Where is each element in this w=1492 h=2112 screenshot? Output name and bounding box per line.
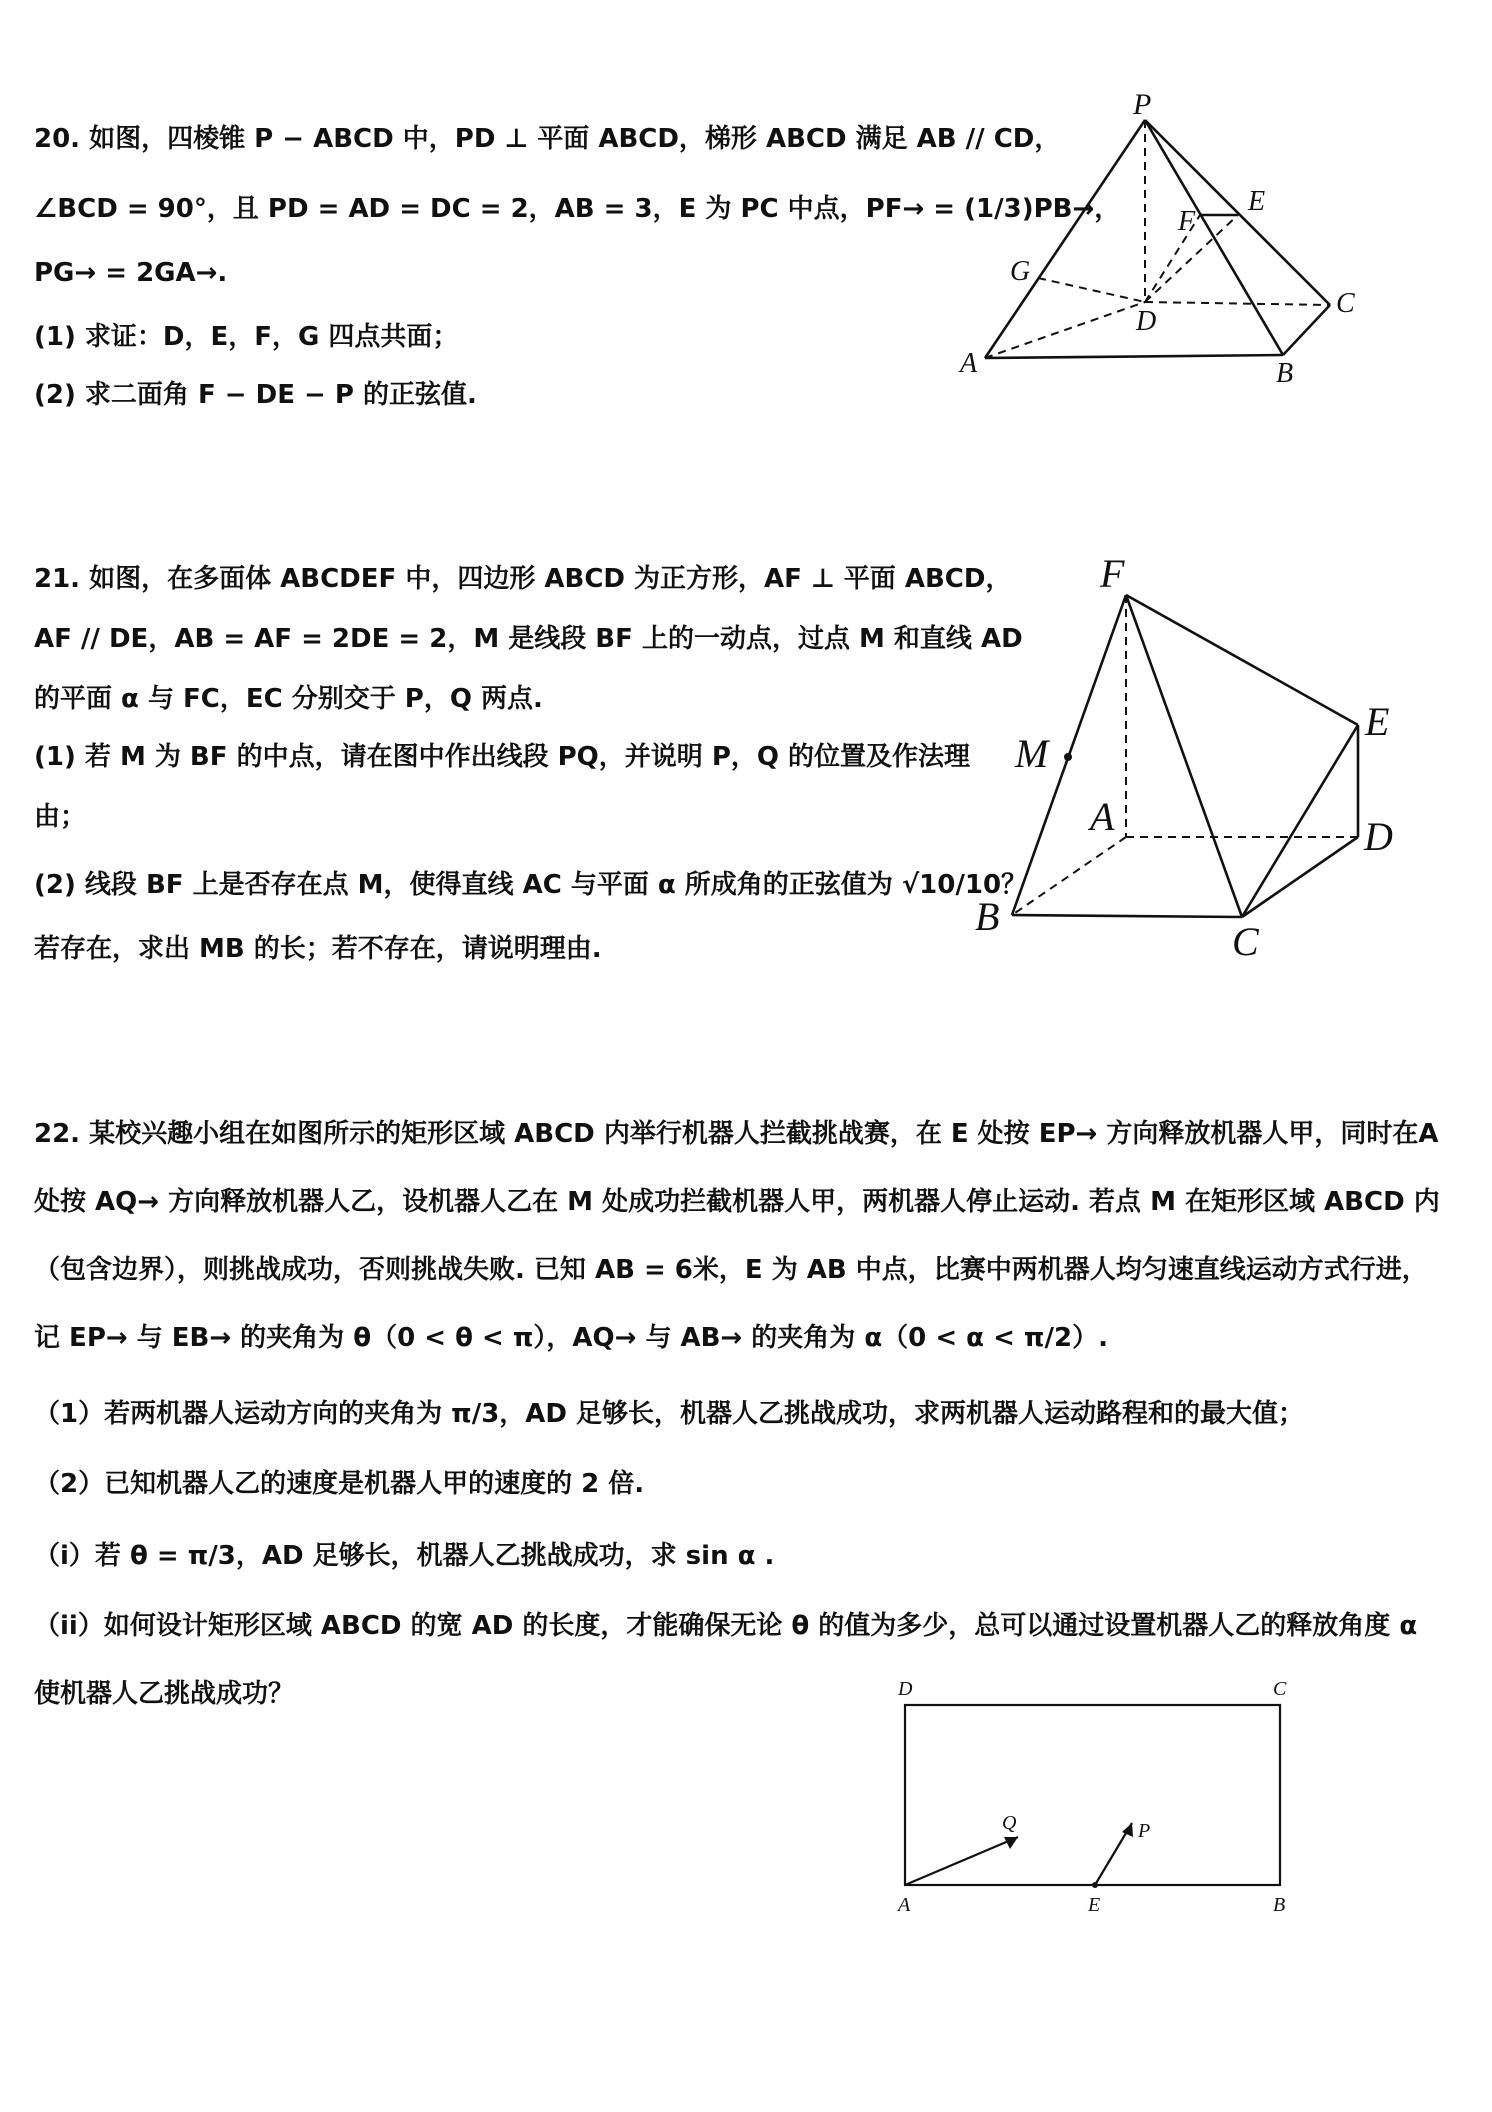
edge-FC (1126, 595, 1242, 917)
q21-line-6: (2) 线段 BF 上是否存在点 M，使得直线 AC 与平面 α 所成角的正弦值为 √10/10？ (34, 870, 1028, 900)
q21-line-7: 若存在，求出 MB 的长；若不存在，请说明理由. (34, 934, 602, 964)
label-G: G (1010, 256, 1031, 287)
q21-line-5: 由； (34, 802, 87, 832)
edge-PA (985, 120, 1145, 358)
edge-CD (1242, 837, 1358, 917)
label-D: D (898, 1678, 913, 1700)
q20-pyramid-figure (950, 90, 1370, 390)
label-F: F (1100, 551, 1125, 596)
edge-BC (1012, 915, 1242, 917)
q22-line-8: （ii）如何设计矩形区域 ABCD 的宽 AD 的长度，才能确保无论 θ 的值为多少，总可以通过设置机器人乙的释放角度 α (34, 1611, 1418, 1641)
label-P: P (1138, 1820, 1151, 1842)
arrow-AQ (905, 1837, 1018, 1885)
edge-CE (1242, 725, 1358, 917)
label-D: D (1364, 814, 1393, 859)
point-M (1064, 753, 1072, 761)
edge-GD (1038, 278, 1145, 302)
label-P: P (1133, 88, 1152, 121)
question-20 (34, 118, 1121, 418)
edge-AB (985, 355, 1283, 358)
label-E: E (1248, 186, 1266, 217)
q20-line-4: (1) 求证：D，E，F，G 四点共面； (34, 322, 459, 352)
label-A: A (1090, 794, 1115, 839)
q22-line-9: 使机器人乙挑战成功？ (34, 1679, 295, 1709)
q22-line-3: （包含边界），则挑战成功，否则挑战失败. 已知 AB = 6米，E 为 AB 中点，比赛中两机器人均匀速直线运动方式行进， (34, 1255, 1428, 1285)
edge-DC (1145, 302, 1330, 305)
q22-line-6: （2）已知机器人乙的速度是机器人甲的速度的 2 倍. (34, 1469, 645, 1499)
rect-ABCD (905, 1705, 1280, 1885)
label-B: B (1273, 1894, 1286, 1916)
q20-line-1: 20. 如图，四棱锥 P − ABCD 中，PD ⊥ 平面 ABCD，梯形 ABCD 满足 AB // CD， (34, 124, 1061, 154)
label-B: B (975, 894, 1000, 939)
label-C: C (1336, 288, 1355, 319)
edge-FE (1126, 595, 1358, 725)
label-F: F (1178, 206, 1196, 237)
edge-AB (1012, 837, 1126, 915)
edge-BC (1283, 305, 1330, 355)
label-D: D (1136, 306, 1157, 337)
label-E: E (1365, 699, 1390, 744)
label-C: C (1232, 919, 1259, 964)
label-B: B (1276, 358, 1294, 389)
question-22 (34, 1113, 1464, 1709)
q21-line-4: (1) 若 M 为 BF 的中点，请在图中作出线段 PQ，并说明 P，Q 的位置及作法理 (34, 742, 971, 772)
label-M: M (1015, 731, 1049, 776)
q20-line-3: PG→ = 2GA→. (34, 258, 228, 288)
q22-line-5: （1）若两机器人运动方向的夹角为 π/3，AD 足够长，机器人乙挑战成功，求两机器人运动路程和的最大值； (34, 1399, 1305, 1429)
q21-line-2: AF // DE，AB = AF = 2DE = 2，M 是线段 BF 上的一动点，过点 M 和直线 AD (34, 624, 1023, 654)
q22-line-4: 记 EP→ 与 EB→ 的夹角为 θ（0 < θ < π），AQ→ 与 AB→ 的夹角为 α（0 < α < π/2）. (34, 1323, 1108, 1353)
q21-polyhedron-figure (960, 545, 1393, 965)
label-C: C (1273, 1678, 1287, 1700)
point-E (1092, 1882, 1098, 1888)
question-21 (34, 558, 1028, 978)
edge-AD (985, 302, 1145, 358)
q21-line-3: 的平面 α 与 FC，EC 分别交于 P，Q 两点. (34, 684, 543, 714)
q20-line-5: (2) 求二面角 F − DE − P 的正弦值. (34, 380, 477, 410)
q21-line-1: 21. 如图，在多面体 ABCDEF 中，四边形 ABCD 为正方形，AF ⊥ 平面 ABCD， (34, 564, 1012, 594)
q22-rectangle-figure (880, 1665, 1320, 1925)
q22-line-2: 处按 AQ→ 方向释放机器人乙，设机器人乙在 M 处成功拦截机器人甲，两机器人停止运动. 若点 M 在矩形区域 ABCD 内 (34, 1187, 1440, 1217)
label-E: E (1088, 1894, 1101, 1916)
label-A: A (898, 1894, 911, 1916)
q22-line-7: （i）若 θ = π/3，AD 足够长，机器人乙挑战成功，求 sin α . (34, 1541, 775, 1571)
label-A: A (960, 348, 978, 379)
q22-line-1: 22. 某校兴趣小组在如图所示的矩形区域 ABCD 内举行机器人拦截挑战赛，在 E 处按 EP→ 方向释放机器人甲，同时在A (34, 1119, 1439, 1149)
label-Q: Q (1002, 1812, 1017, 1834)
q20-line-2: ∠BCD = 90°，且 PD = AD = DC = 2，AB = 3，E 为 PC 中点，PF→ = (1/3)PB→， (34, 194, 1121, 224)
